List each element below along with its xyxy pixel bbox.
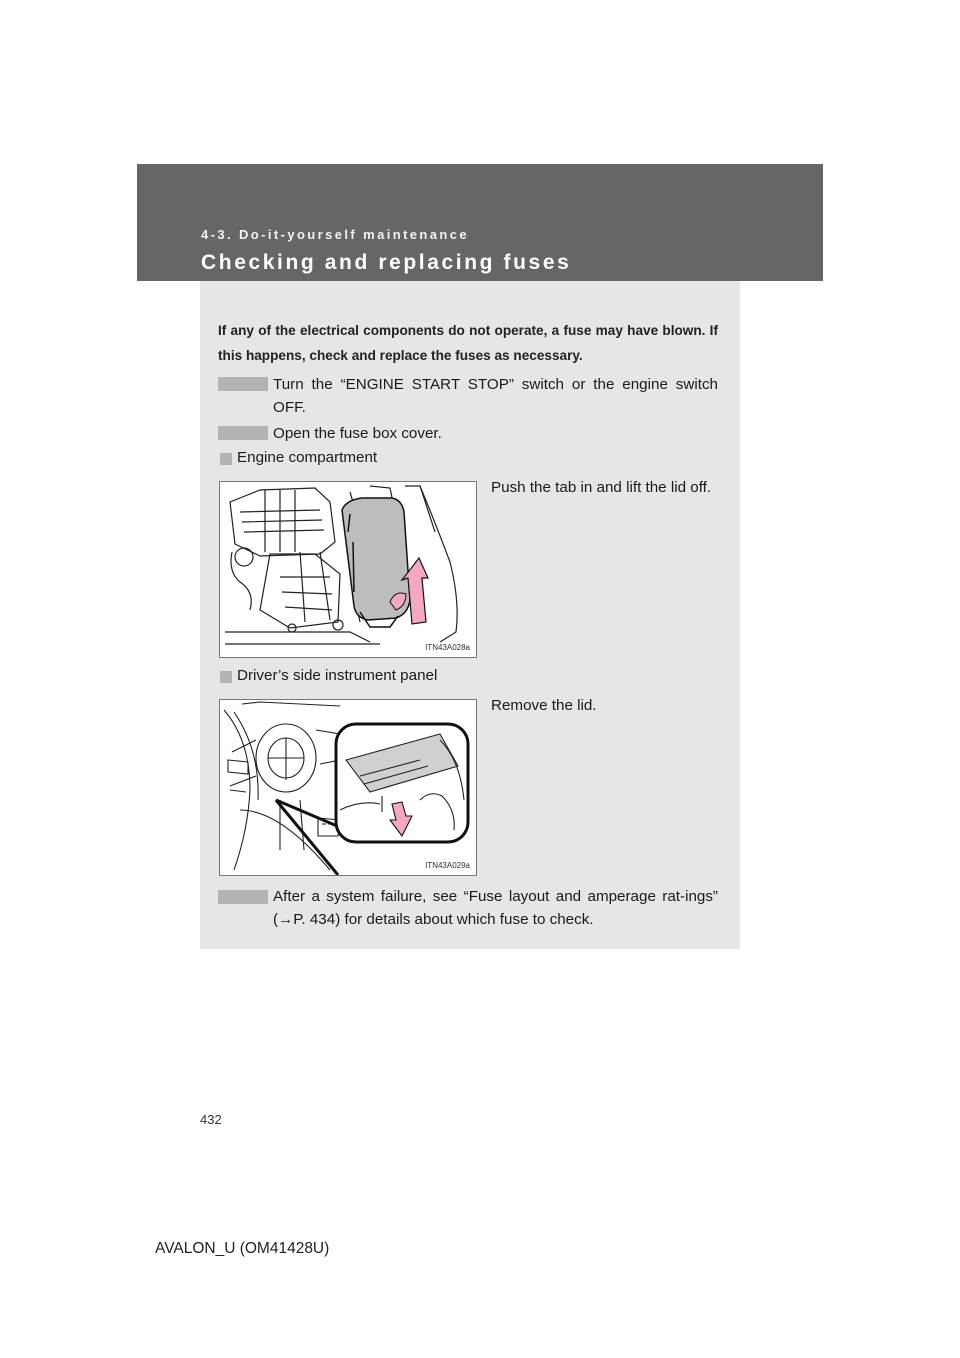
engine-compartment-figure: [219, 481, 477, 658]
footer-model-code: AVALON_U (OM41428U): [155, 1240, 330, 1257]
step-1-text: Turn the “ENGINE START STOP” switch or the engine switch OFF.: [273, 376, 718, 416]
section-heading-instrument-panel: Driver’s side instrument panel: [237, 667, 438, 684]
step-marker-1: [218, 377, 268, 391]
page-number: 432: [200, 1112, 222, 1127]
step-marker-3: [218, 890, 268, 904]
bullet-square-icon: [220, 671, 232, 683]
step-2-text: Open the fuse box cover.: [273, 425, 442, 442]
step-3-text: After a system failure, see “Fuse layout and amperage rat-ings” (→P. 434) for details about which fuse to check.: [273, 888, 718, 928]
section-label: 4-3. Do-it-yourself maintenance: [201, 227, 469, 242]
figure-code: ITN43A029a: [425, 861, 470, 870]
bullet-square-icon: [220, 453, 232, 465]
engine-compartment-caption: Push the tab in and lift the lid off.: [491, 479, 712, 496]
page-title: Checking and replacing fuses: [201, 251, 572, 274]
section-heading-engine-compartment: Engine compartment: [237, 449, 378, 466]
engine-fuse-box-illustration: [220, 482, 476, 657]
section-header-band: [137, 164, 823, 281]
instrument-panel-illustration: [220, 700, 476, 875]
step-marker-2: [218, 426, 268, 440]
intro-paragraph: If any of the electrical components do not operate, a fuse may have blown. If this happens, check and replace the fuses as necessary.: [218, 323, 718, 363]
instrument-panel-figure: [219, 699, 477, 876]
instrument-panel-caption: Remove the lid.: [491, 697, 597, 714]
figure-code: ITN43A028a: [425, 643, 470, 652]
